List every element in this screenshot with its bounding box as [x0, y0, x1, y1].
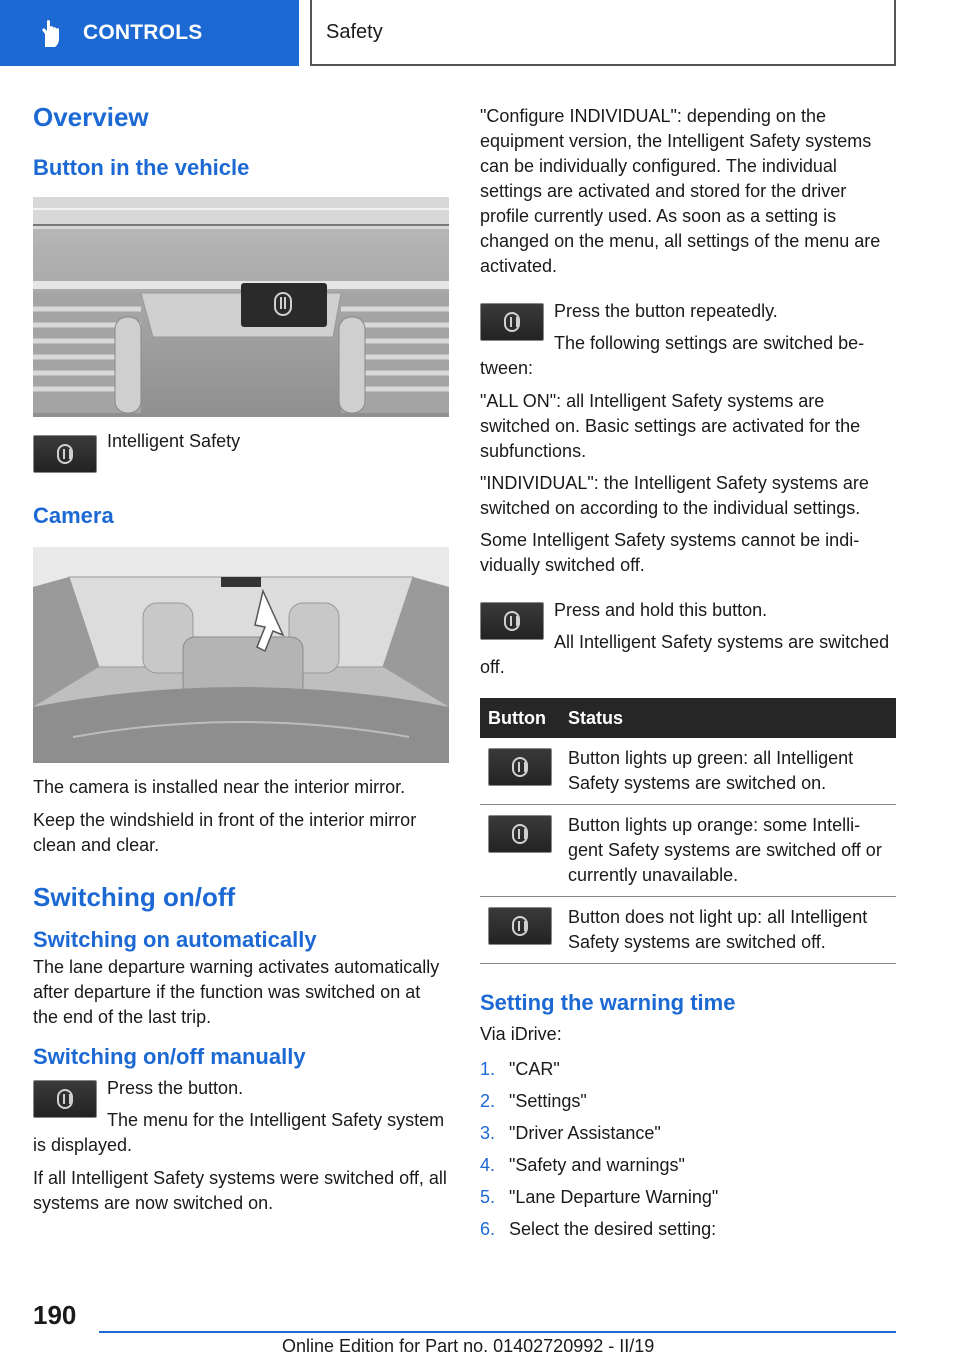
- table-header-row: [480, 698, 896, 738]
- via-idrive-text: Via iDrive:: [480, 1024, 562, 1044]
- chapter-label: Safety: [326, 20, 383, 43]
- camera-paragraph-2: Keep the windshield in front of the interior mirror clean and clear.: [33, 810, 417, 855]
- section-tab-controls[interactable]: [0, 0, 299, 66]
- manual-paragraph: If all Intelligent Safety systems were switched off, all systems are now switched on.: [33, 1168, 447, 1213]
- right-vent: [339, 293, 449, 413]
- status-orange-text: Button lights up orange: some Intelligent Safety systems are switched off or currently unavailable.: [560, 805, 896, 897]
- press-repeat-text: Press the button repeatedly.: [554, 301, 778, 321]
- intelligent-safety-button-row: [33, 431, 449, 473]
- switching-manual-heading: Switching on/off manually: [33, 1044, 306, 1069]
- switching-auto-paragraph: The lane departure warning activates automatically after departure if the function was switched on at the end of the last trip.: [33, 957, 440, 1027]
- status-off-button-icon: [488, 907, 552, 945]
- some-cannot-paragraph: Some Intelligent Safety systems cannot be individually switched off.: [480, 530, 860, 575]
- dashboard-illustration: [33, 197, 449, 417]
- page-header: [0, 0, 960, 66]
- configure-paragraph: "Configure INDIVIDUAL": depending on the equipment version, the Intelligent Safety systems can be individually configured. The individual settings are activated and stored for the driver profile currently used. As soon as a setting is changed on the menu, all settings of the menu are activated.: [480, 106, 881, 276]
- press-repeat-button-icon[interactable]: [480, 303, 544, 341]
- status-green-button-icon: [488, 748, 552, 786]
- intelligent-safety-button-icon[interactable]: [33, 435, 97, 473]
- idrive-steps-list: [480, 1053, 896, 1245]
- all-off-text: All Intelligent Safety systems are switched off.: [480, 632, 890, 677]
- manual-press-text: Press the button.: [107, 1078, 244, 1098]
- camera-paragraph-1: The camera is installed near the interior mirror.: [33, 777, 406, 797]
- overview-heading: Overview: [33, 102, 149, 132]
- status-green-text: Button lights up green: all Intelligent Safety systems are switched on.: [560, 738, 896, 805]
- list-item[interactable]: 4. "Safety and warnings": [480, 1155, 685, 1175]
- list-item[interactable]: 2. "Settings": [480, 1091, 587, 1111]
- interior-camera-illustration: [33, 547, 449, 763]
- table-header-button: Button: [480, 698, 560, 738]
- table-header-status: Status: [560, 698, 896, 738]
- section-label: CONTROLS: [83, 21, 203, 44]
- left-column: [33, 96, 449, 1216]
- status-orange-button-icon: [488, 815, 552, 853]
- status-off-text: Button does not light up: all Intelligent Safety systems are switched off.: [560, 897, 896, 964]
- list-item[interactable]: 1. "CAR": [480, 1059, 560, 1079]
- edition-text: Online Edition for Part no. 01402720992 - II/19: [282, 1336, 655, 1356]
- list-item: 6. Select the desired setting:: [480, 1219, 717, 1239]
- table-row: [480, 805, 896, 897]
- dashboard-button-figure: [33, 197, 449, 417]
- right-column: [480, 104, 896, 1245]
- hand-pointer-icon: [36, 17, 68, 49]
- table-row: [480, 897, 896, 964]
- button-status-table: [480, 698, 896, 964]
- manual-button-icon[interactable]: [33, 1080, 97, 1118]
- page-footer: [0, 1296, 960, 1362]
- page-number: 190: [33, 1300, 77, 1330]
- camera-figure: [33, 547, 449, 763]
- table-row: [480, 738, 896, 805]
- following-settings-text: The following settings are switched between:: [480, 333, 865, 378]
- intelligent-safety-label: Intelligent Safety: [107, 431, 241, 451]
- footer-divider: [99, 1331, 896, 1333]
- switching-heading: Switching on/off: [33, 882, 236, 912]
- press-repeat-block: [480, 299, 896, 381]
- press-hold-block: [480, 598, 896, 680]
- warning-time-heading: Setting the warning time: [480, 990, 736, 1015]
- manual-menu-text: The menu for the Intelligent Safety system is displayed.: [33, 1110, 445, 1155]
- individual-paragraph: "INDIVIDUAL": the Intelligent Safety systems are switched on according to the individual settings.: [480, 473, 869, 518]
- press-hold-button-icon[interactable]: [480, 602, 544, 640]
- switching-auto-heading: Switching on automatically: [33, 927, 317, 952]
- camera-heading: Camera: [33, 503, 114, 528]
- button-in-vehicle-heading: Button in the vehicle: [33, 155, 250, 180]
- chapter-tab-safety[interactable]: [310, 0, 896, 66]
- all-on-paragraph: "ALL ON": all Intelligent Safety systems are switched on. Basic settings are activated for the subfunctions.: [480, 391, 861, 461]
- manual-press-block: [33, 1076, 449, 1158]
- list-item[interactable]: 3. "Driver Assistance": [480, 1123, 661, 1143]
- press-hold-text: Press and hold this button.: [554, 600, 768, 620]
- list-item[interactable]: 5. "Lane Departure Warning": [480, 1187, 719, 1207]
- left-vent: [33, 293, 141, 413]
